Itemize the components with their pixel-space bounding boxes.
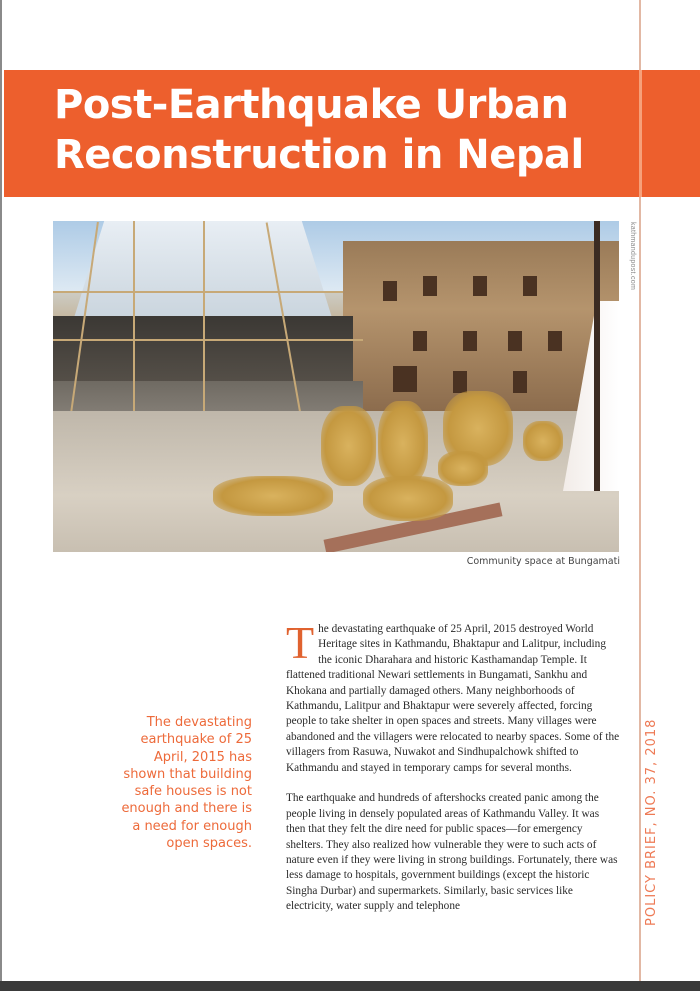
- paragraph-1-text: he devastating earthquake of 25 April, 2015 destroyed World Heritage sites in Kathmandu, Bhaktapur and Lalitpur, including the iconic Dharahara and historic Kasthamandap Temple. It flattened traditional Newari settlements in Bungamati, Sankhu and Khokana and partially damaged others. Many neighborhoods of Kathmandu, Lalitpur and Bhaktapur were severely affected, forcing people to take shelter in open spaces and streets. Many villages were abandoned and the villagers were relocated to nearby spaces. Some of the villagers from Rasuwa, Nuwakot and Sindhupalchowk shifted to Kathmandu and stayed in temporary camps for several months.: [286, 623, 620, 774]
- body-paragraph-2: The earthquake and hundreds of aftershocks created panic among the people living in densely populated areas of Kathmandu Valley. It was then that they felt the dire need for public spaces—for emergency shelters. They also realized how vulnerable they were to such acts of nature even if they were living in strong buildings. Fortunately, there was less damage to hospitals, government buildings (except the historic Singha Durbar) and supermarkets. Similarly, basic services like electricity, water supply and telephone: [286, 792, 618, 913]
- drop-cap: T: [286, 617, 315, 668]
- title-line-2: Reconstruction in Nepal: [54, 132, 584, 178]
- body-text: [286, 617, 621, 930]
- page-title: [54, 80, 634, 180]
- title-band-rule: [639, 70, 642, 197]
- pull-quote: The devastating earthquake of 25 April, 2015 has shown that building safe houses is not enough and there is a need for enough open spaces.: [121, 715, 252, 852]
- photo-caption: Community space at Bungamati: [466, 556, 620, 567]
- title-line-1: Post-Earthquake Urban: [54, 82, 569, 128]
- body-paragraph-1: [286, 617, 621, 776]
- viewer-bottom-bar: [0, 981, 700, 991]
- cover-photo: [53, 221, 619, 552]
- photo-credit: kathmandupost.com: [629, 222, 636, 291]
- series-label: POLICY BRIEF, NO. 37, 2018: [644, 718, 659, 926]
